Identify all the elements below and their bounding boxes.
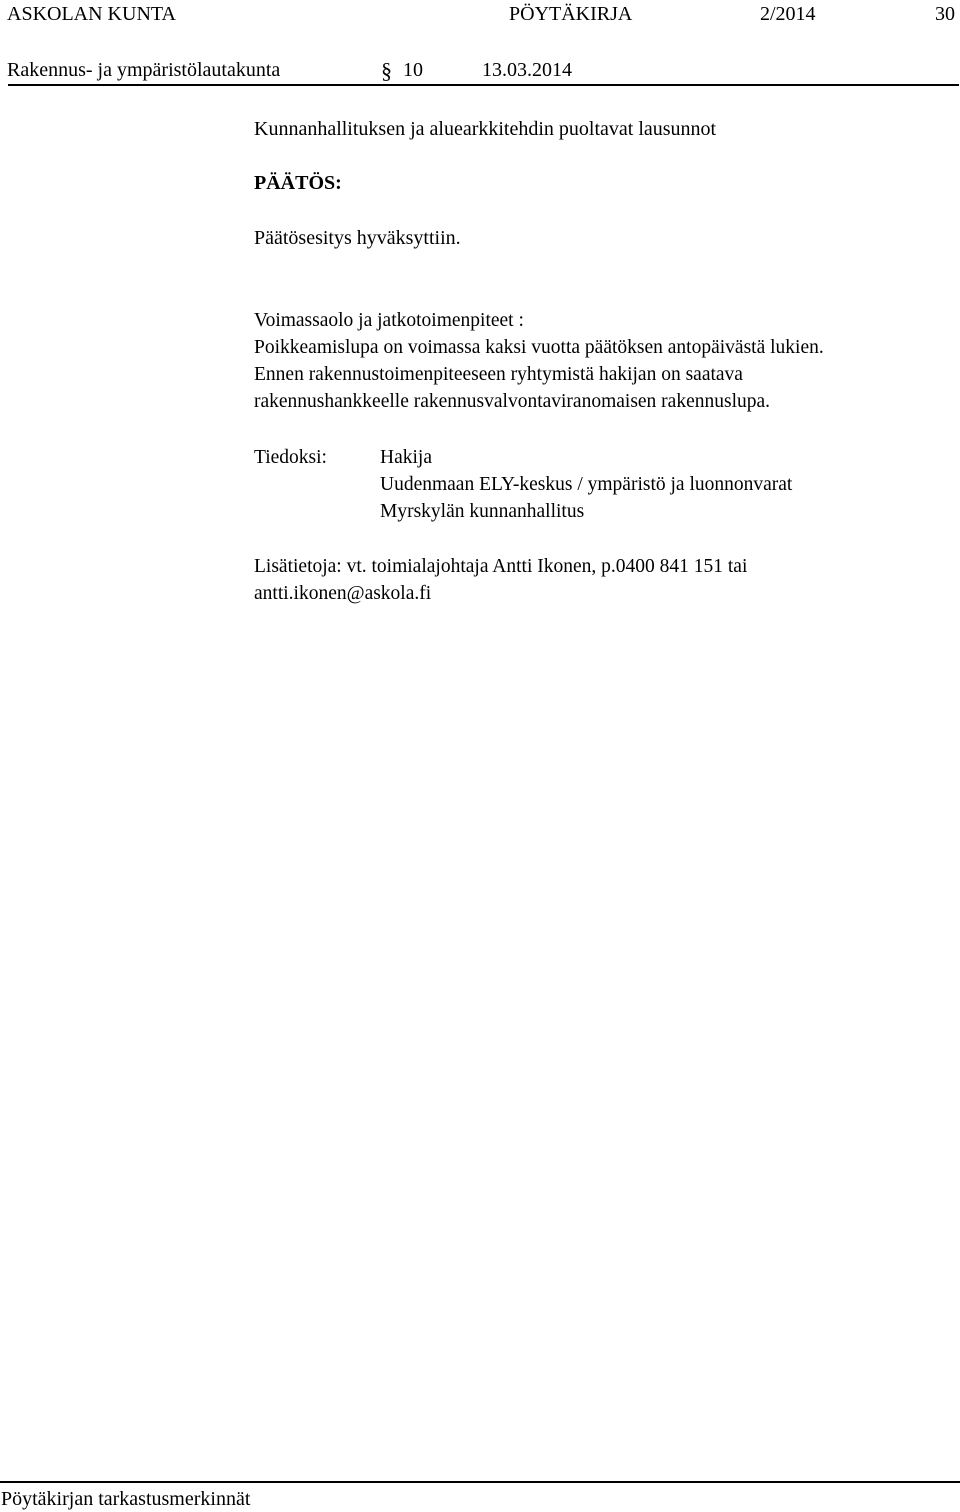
page-number: 30 <box>935 3 955 25</box>
decision-text: Päätösesitys hyväksyttiin. <box>254 227 461 249</box>
notify-label: Tiedoksi: <box>254 447 327 468</box>
decision-heading: PÄÄTÖS: <box>254 172 342 194</box>
header-divider <box>8 84 959 86</box>
section-sign-glyph: § <box>381 58 392 83</box>
contact-email: antti.ikonen@askola.fi <box>254 583 432 604</box>
validity-line: Ennen rakennustoimenpiteeseen ryhtymistä hakijan on saatava <box>254 364 743 385</box>
validity-heading: Voimassaolo ja jatkotoimenpiteet : <box>254 310 524 331</box>
contact-info: Lisätietoja: vt. toimialajohtaja Antti Ikonen, p.0400 841 151 tai <box>254 556 748 577</box>
document-type: PÖYTÄKIRJA <box>509 3 633 25</box>
committee-name: Rakennus- ja ympäristölautakunta <box>7 59 281 81</box>
validity-line: rakennushankkeelle rakennusvalvontaviranomaisen rakennuslupa. <box>254 391 771 412</box>
meeting-date: 13.03.2014 <box>482 59 572 81</box>
section-sign-icon <box>380 56 394 84</box>
section-number: 10 <box>403 59 423 81</box>
document-number: 2/2014 <box>760 3 816 25</box>
organization-name: ASKOLAN KUNTA <box>7 3 176 25</box>
notify-recipient: Uudenmaan ELY-keskus / ympäristö ja luonnonvarat <box>380 474 793 495</box>
footer-divider <box>0 1481 960 1483</box>
statements-line: Kunnanhallituksen ja aluearkkitehdin puoltavat lausunnot <box>254 118 717 140</box>
notify-recipient: Hakija <box>380 447 432 468</box>
validity-line: Poikkeamislupa on voimassa kaksi vuotta päätöksen antopäivästä lukien. <box>254 337 824 358</box>
footer-inspection-notes: Pöytäkirjan tarkastusmerkinnät <box>1 1488 251 1510</box>
notify-recipient: Myrskylän kunnanhallitus <box>380 501 585 522</box>
